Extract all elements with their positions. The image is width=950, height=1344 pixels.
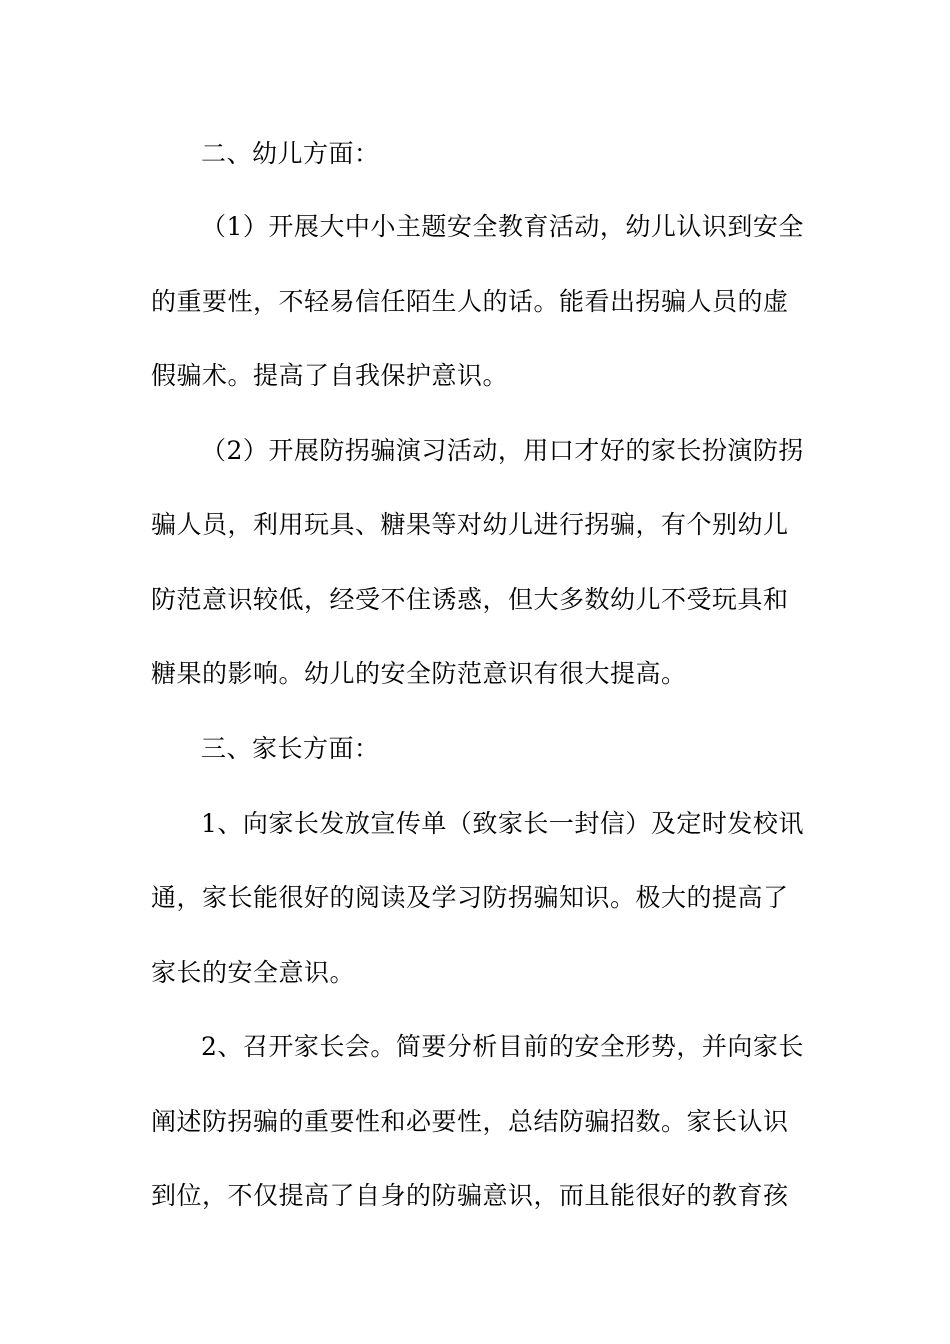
paragraph-line: 糖果的影响。幼儿的安全防范意识有很大提高。 (151, 659, 687, 688)
paragraph-line: 阐述防拐骗的重要性和必要性，总结防骗招数。家长认识 (151, 1107, 789, 1136)
section-heading-children: 二、幼儿方面： (201, 139, 380, 168)
paragraph-line: 2、召开家长会。简要分析目前的安全形势，并向家长 (201, 1032, 804, 1061)
paragraph-line: 的重要性，不轻易信任陌生人的话。能看出拐骗人员的虚 (151, 287, 789, 316)
paragraph-line: 骗人员，利用玩具、糖果等对幼儿进行拐骗，有个别幼儿 (151, 510, 789, 539)
paragraph-line: 1、向家长发放宣传单（致家长一封信）及定时发校讯 (201, 809, 804, 838)
paragraph-line: （2）开展防拐骗演习活动，用口才好的家长扮演防拐 (201, 436, 804, 465)
section-heading-parents: 三、家长方面： (201, 734, 380, 763)
paragraph-line: 到位，不仅提高了自身的防骗意识，而且能很好的教育孩 (151, 1181, 789, 1210)
paragraph-line: 家长的安全意识。 (151, 958, 356, 987)
paragraph-line: 假骗术。提高了自我保护意识。 (151, 361, 509, 390)
paragraph-line: （1）开展大中小主题安全教育活动，幼儿认识到安全 (201, 212, 804, 241)
paragraph-line: 通，家长能很好的阅读及学习防拐骗知识。极大的提高了 (151, 883, 789, 912)
paragraph-line: 防范意识较低，经受不住诱惑，但大多数幼儿不受玩具和 (151, 585, 789, 614)
